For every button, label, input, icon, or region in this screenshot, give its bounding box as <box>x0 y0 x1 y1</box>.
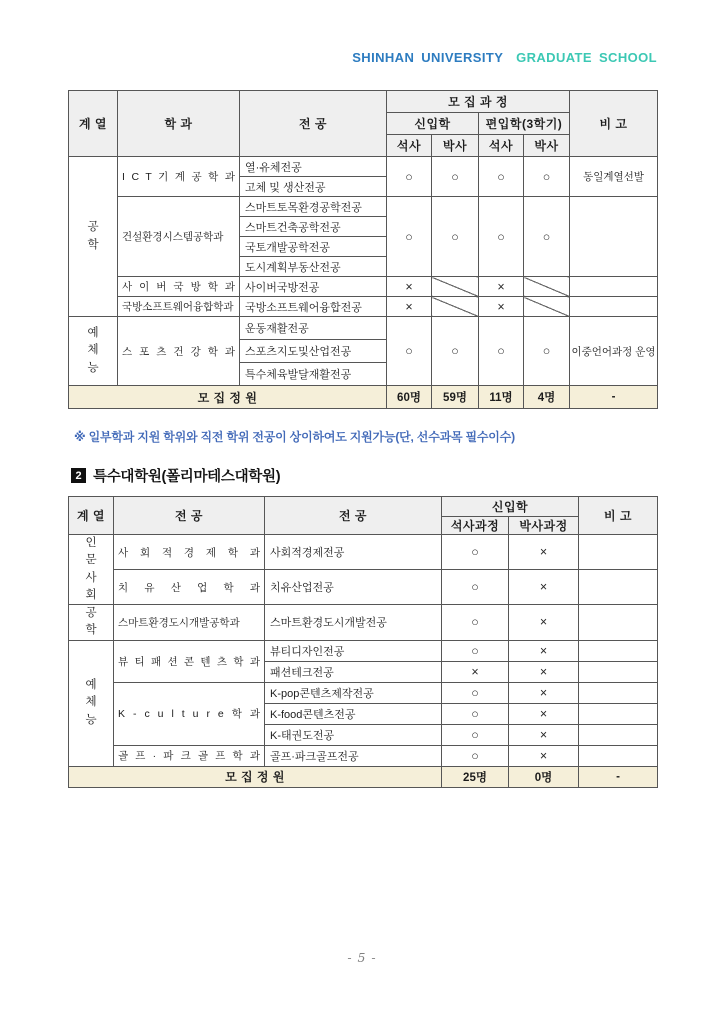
major-cell: 사회적경제전공 <box>265 535 442 570</box>
circle-mark: ○ <box>524 157 570 197</box>
category-humanities-social: 인문사회 <box>69 535 114 605</box>
section-title: 특수대학원(폴리마테스대학원) <box>93 469 281 485</box>
circle-mark: ○ <box>442 724 509 745</box>
not-offered-diagonal <box>524 277 570 297</box>
section-number-badge: 2 <box>71 468 86 483</box>
not-offered-diagonal <box>432 277 479 297</box>
col-major: 전 공 <box>240 91 387 157</box>
table-row <box>69 535 658 570</box>
table-row <box>69 640 658 661</box>
total-value: 11명 <box>479 386 524 409</box>
circle-mark: ○ <box>387 197 432 277</box>
table-row <box>69 297 658 317</box>
col-new-admission: 신입학 <box>387 113 479 135</box>
circle-mark: ○ <box>442 682 509 703</box>
major-cell: K-태권도전공 <box>265 724 442 745</box>
table-row <box>69 605 658 641</box>
col-masters: 석사 <box>387 135 432 157</box>
circle-mark: ○ <box>442 703 509 724</box>
major-cell: 스포츠지도및산업전공 <box>240 340 387 363</box>
x-mark: × <box>509 640 579 661</box>
total-value: - <box>579 766 658 787</box>
major-cell: 패션테크전공 <box>265 661 442 682</box>
remarks-cell: 동일계열선발 <box>570 157 658 197</box>
circle-mark: ○ <box>479 197 524 277</box>
department-cell: 뷰 티 패 션 콘 텐 츠 학 과 <box>114 640 265 682</box>
major-cell: 골프·파크골프전공 <box>265 745 442 766</box>
not-offered-diagonal <box>432 297 479 317</box>
total-label: 모 집 정 원 <box>69 386 387 409</box>
col-masters: 석사 <box>479 135 524 157</box>
col-department: 학 과 <box>118 91 240 157</box>
major-cell: K-food콘텐츠전공 <box>265 703 442 724</box>
major-cell: 스마트환경도시개발전공 <box>265 605 442 641</box>
x-mark: × <box>509 724 579 745</box>
category-arts-sports: 예체능 <box>69 640 114 766</box>
department-cell: 스마트환경도시개발공학과 <box>114 605 265 641</box>
col-major: 전 공 <box>265 497 442 535</box>
section-heading <box>68 465 657 486</box>
table-row <box>69 497 658 517</box>
major-cell: 뷰티디자인전공 <box>265 640 442 661</box>
x-mark: × <box>509 745 579 766</box>
x-mark: × <box>479 277 524 297</box>
department-cell: K - c u l t u r e 학 과 <box>114 682 265 745</box>
col-remarks: 비 고 <box>570 91 658 157</box>
circle-mark: ○ <box>442 605 509 641</box>
x-mark: × <box>509 570 579 605</box>
graduate-school-label: GRADUATE SCHOOL <box>516 50 657 65</box>
x-mark: × <box>387 297 432 317</box>
category-arts-sports: 예체능 <box>69 317 118 386</box>
major-cell: 치유산업전공 <box>265 570 442 605</box>
x-mark: × <box>509 682 579 703</box>
department-cell: 치 유 산 업 학 과 <box>114 570 265 605</box>
circle-mark: ○ <box>524 197 570 277</box>
remarks-cell <box>579 605 658 641</box>
department-cell: 건설환경시스템공학과 <box>118 197 240 277</box>
department-cell: 국방소프트웨어융합학과 <box>118 297 240 317</box>
table-row <box>69 682 658 703</box>
major-cell: 고체 및 생산전공 <box>240 177 387 197</box>
table-row <box>69 91 658 113</box>
department-cell: 스 포 츠 건 강 학 과 <box>118 317 240 386</box>
x-mark: × <box>387 277 432 297</box>
remarks-cell <box>579 640 658 661</box>
total-label: 모 집 정 원 <box>69 766 442 787</box>
table-row <box>69 157 658 177</box>
category-engineering: 공학 <box>69 157 118 317</box>
major-cell: 운동재활전공 <box>240 317 387 340</box>
col-new-admission: 신입학 <box>442 497 579 517</box>
major-cell: 열·유체전공 <box>240 157 387 177</box>
major-cell: 국토개발공학전공 <box>240 237 387 257</box>
brand-header <box>352 50 657 65</box>
remarks-cell <box>570 277 658 297</box>
not-offered-diagonal <box>524 297 570 317</box>
col-transfer-admission: 편입학(3학기) <box>479 113 570 135</box>
remarks-cell <box>579 661 658 682</box>
col-category: 계 열 <box>69 497 114 535</box>
remarks-cell: 이중언어과정 운영 <box>570 317 658 386</box>
major-cell: K-pop콘텐츠제작전공 <box>265 682 442 703</box>
page-number: - 5 - <box>347 950 377 965</box>
x-mark: × <box>509 661 579 682</box>
table-row <box>69 766 658 787</box>
major-cell: 스마트토목환경공학전공 <box>240 197 387 217</box>
department-cell: 사 회 적 경 제 학 과 <box>114 535 265 570</box>
col-remarks: 비 고 <box>579 497 658 535</box>
total-value: 59명 <box>432 386 479 409</box>
remarks-cell <box>579 724 658 745</box>
x-mark: × <box>509 703 579 724</box>
category-engineering: 공학 <box>69 605 114 641</box>
circle-mark: ○ <box>432 197 479 277</box>
university-name: SHINHAN UNIVERSITY <box>352 50 504 65</box>
circle-mark: ○ <box>442 745 509 766</box>
circle-mark: ○ <box>442 570 509 605</box>
circle-mark: ○ <box>432 317 479 386</box>
x-mark: × <box>509 605 579 641</box>
col-masters-course: 석사과정 <box>442 517 509 535</box>
table-row <box>69 197 658 217</box>
total-value: 4명 <box>524 386 570 409</box>
col-doctoral: 박사 <box>524 135 570 157</box>
col-department: 전 공 <box>114 497 265 535</box>
x-mark: × <box>479 297 524 317</box>
remarks-cell <box>570 297 658 317</box>
circle-mark: ○ <box>442 640 509 661</box>
circle-mark: ○ <box>387 157 432 197</box>
remarks-cell <box>579 570 658 605</box>
remarks-cell <box>579 535 658 570</box>
remarks-cell <box>579 682 658 703</box>
table-row <box>69 317 658 340</box>
department-cell: 골 프 · 파 크 골 프 학 과 <box>114 745 265 766</box>
remarks-cell <box>570 197 658 277</box>
table-row <box>69 745 658 766</box>
x-mark: × <box>509 535 579 570</box>
major-cell: 사이버국방전공 <box>240 277 387 297</box>
major-cell: 국방소프트웨어융합전공 <box>240 297 387 317</box>
special-graduate-admission-table <box>68 496 658 788</box>
table-row <box>69 386 658 409</box>
major-cell: 도시계획부동산전공 <box>240 257 387 277</box>
general-graduate-admission-table <box>68 90 658 409</box>
total-value: 25명 <box>442 766 509 787</box>
col-admission-process: 모 집 과 정 <box>387 91 570 113</box>
col-doctoral: 박사 <box>432 135 479 157</box>
col-doctoral-course: 박사과정 <box>509 517 579 535</box>
circle-mark: ○ <box>442 535 509 570</box>
circle-mark: ○ <box>524 317 570 386</box>
circle-mark: ○ <box>479 157 524 197</box>
circle-mark: ○ <box>387 317 432 386</box>
page-content <box>68 90 657 788</box>
major-cell: 스마트건축공학전공 <box>240 217 387 237</box>
application-note: ※ 일부학과 지원 학위와 직전 학위 전공이 상이하여도 지원가능(단, 선수과목 필수이수) <box>74 430 515 444</box>
total-value: 60명 <box>387 386 432 409</box>
table-row <box>69 570 658 605</box>
total-value: 0명 <box>509 766 579 787</box>
department-cell: 사 이 버 국 방 학 과 <box>118 277 240 297</box>
circle-mark: ○ <box>432 157 479 197</box>
x-mark: × <box>442 661 509 682</box>
circle-mark: ○ <box>479 317 524 386</box>
remarks-cell <box>579 703 658 724</box>
col-category: 계 열 <box>69 91 118 157</box>
major-cell: 특수체육발달재활전공 <box>240 363 387 386</box>
department-cell: I C T 기 계 공 학 과 <box>118 157 240 197</box>
table-row <box>69 277 658 297</box>
total-value: - <box>570 386 658 409</box>
remarks-cell <box>579 745 658 766</box>
